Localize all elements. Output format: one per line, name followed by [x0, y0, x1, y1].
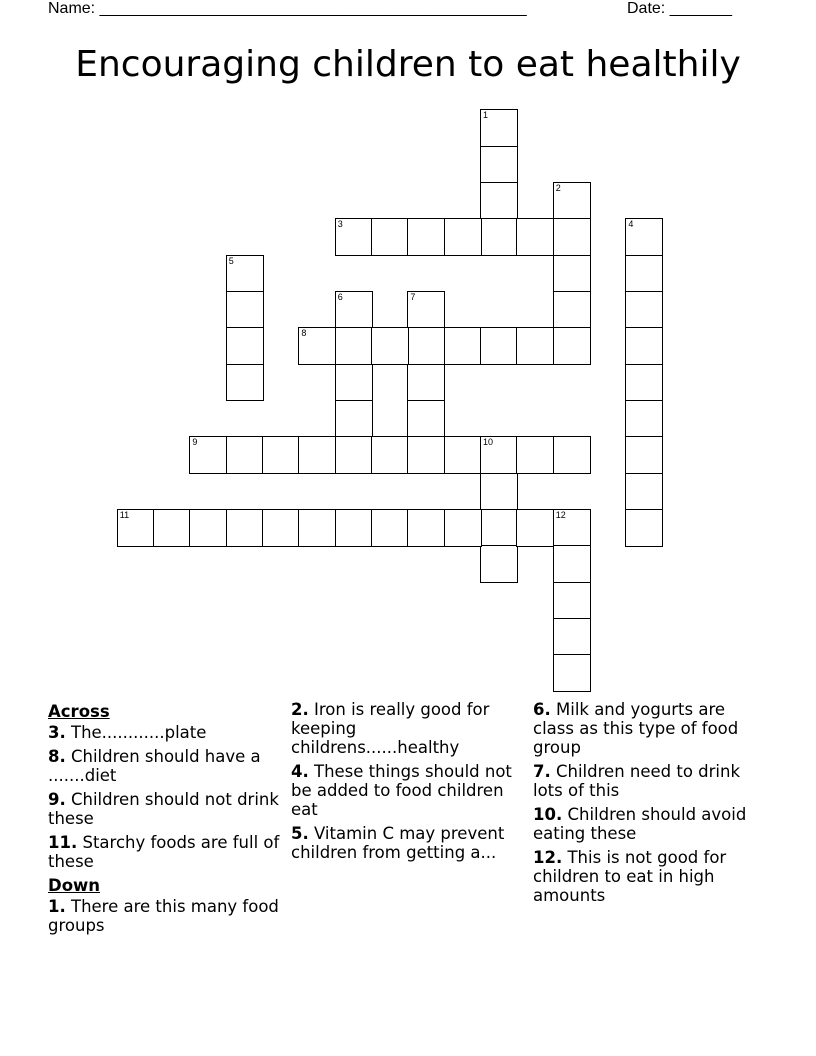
crossword-cell[interactable] — [553, 582, 591, 620]
crossword-cell[interactable] — [371, 436, 409, 474]
clue-number: 5 — [228, 255, 234, 266]
clue-item — [533, 805, 769, 843]
crossword-cell[interactable] — [480, 218, 518, 256]
clue-number: 12 — [555, 509, 566, 520]
clue-text: These things should not be added to food children eat — [291, 762, 512, 819]
crossword-cell[interactable] — [226, 364, 264, 402]
crossword-cell[interactable] — [189, 436, 227, 474]
crossword-cell[interactable] — [444, 327, 482, 365]
date-field-line: Date: _______ — [627, 0, 732, 17]
crossword-cell[interactable] — [371, 509, 409, 547]
crossword-cell[interactable] — [117, 509, 155, 547]
clue-text: Vitamin C may prevent children from getting a... — [291, 824, 505, 862]
clue-number: 2. — [291, 700, 309, 719]
crossword-cell[interactable] — [298, 436, 336, 474]
clue-item — [291, 700, 527, 757]
crossword-cell[interactable] — [335, 400, 373, 438]
crossword-cell[interactable] — [625, 473, 663, 511]
clue-number: 10. — [533, 805, 563, 824]
clue-item — [291, 762, 527, 819]
clue-number: 10 — [483, 437, 494, 448]
clue-number: 1. — [48, 897, 66, 916]
crossword-cell[interactable] — [371, 218, 409, 256]
crossword-cell[interactable] — [516, 327, 554, 365]
clue-item — [48, 833, 284, 871]
crossword-cell[interactable] — [226, 255, 264, 293]
crossword-cell[interactable] — [407, 364, 445, 402]
crossword-cell[interactable] — [407, 291, 445, 329]
clue-item — [533, 848, 769, 905]
crossword-cell[interactable] — [335, 218, 373, 256]
crossword-cell[interactable] — [444, 436, 482, 474]
clue-text: This is not good for children to eat in high amounts — [533, 848, 727, 905]
crossword-cell[interactable] — [189, 509, 227, 547]
clue-text: Children need to drink lots of this — [533, 762, 741, 800]
crossword-cell[interactable] — [407, 218, 445, 256]
crossword-cell[interactable] — [153, 509, 191, 547]
clue-item — [48, 790, 284, 828]
crossword-cell[interactable] — [516, 218, 554, 256]
crossword-cell[interactable] — [553, 545, 591, 583]
crossword-cell[interactable] — [480, 436, 518, 474]
down-heading: Down — [48, 876, 101, 895]
clue-item — [291, 824, 527, 862]
crossword-cell[interactable] — [298, 327, 336, 365]
crossword-cell[interactable] — [335, 364, 373, 402]
crossword-cell[interactable] — [553, 291, 591, 329]
clue-item — [48, 897, 284, 935]
crossword-cell[interactable] — [625, 400, 663, 438]
crossword-cell[interactable] — [625, 327, 663, 365]
crossword-cell[interactable] — [444, 509, 482, 547]
clue-number: 9. — [48, 790, 66, 809]
clue-number: 7 — [410, 291, 416, 302]
clue-number: 11. — [48, 833, 78, 852]
crossword-cell[interactable] — [625, 255, 663, 293]
crossword-cell[interactable] — [516, 436, 554, 474]
crossword-cell[interactable] — [335, 509, 373, 547]
crossword-cell[interactable] — [553, 436, 591, 474]
clue-number: 9 — [192, 437, 198, 448]
clue-number: 2 — [555, 182, 561, 193]
page-title: Encouraging children to eat healthily — [75, 44, 741, 85]
clue-number: 11 — [119, 509, 130, 520]
crossword-cell[interactable] — [516, 509, 554, 547]
across-heading: Across — [48, 702, 110, 721]
crossword-cell[interactable] — [226, 436, 264, 474]
crossword-cell[interactable] — [371, 327, 409, 365]
crossword-cell[interactable] — [335, 436, 373, 474]
clue-item — [48, 723, 284, 742]
clues-column-3 — [533, 700, 769, 910]
clue-number: 8. — [48, 747, 66, 766]
clue-number: 6 — [337, 291, 343, 302]
crossword-cell[interactable] — [480, 109, 518, 147]
crossword-cell[interactable] — [444, 218, 482, 256]
crossword-cell[interactable] — [262, 436, 300, 474]
crossword-cell[interactable] — [553, 618, 591, 656]
crossword-cell[interactable] — [625, 436, 663, 474]
crossword-cell[interactable] — [226, 327, 264, 365]
crossword-cell[interactable] — [335, 291, 373, 329]
crossword-cell[interactable] — [298, 509, 336, 547]
clue-number: 3 — [337, 219, 343, 230]
crossword-cell[interactable] — [407, 327, 445, 365]
crossword-cell[interactable] — [226, 509, 264, 547]
crossword-cell[interactable] — [553, 327, 591, 365]
clues-column-2 — [291, 700, 527, 867]
clues-column-1 — [48, 700, 284, 940]
crossword-cell[interactable] — [480, 146, 518, 184]
crossword-cell[interactable] — [625, 509, 663, 547]
clue-number: 3. — [48, 723, 66, 742]
crossword-cell[interactable] — [480, 545, 518, 583]
crossword-cell[interactable] — [226, 291, 264, 329]
crossword-cell[interactable] — [553, 182, 591, 220]
clue-number: 5. — [291, 824, 309, 843]
crossword-cell[interactable] — [553, 654, 591, 692]
crossword-cell[interactable] — [480, 509, 518, 547]
crossword-cell[interactable] — [625, 218, 663, 256]
clue-text: Milk and yogurts are class as this type of food group — [533, 700, 739, 757]
crossword-cell[interactable] — [480, 473, 518, 511]
clue-item — [48, 747, 284, 785]
clue-number: 6. — [533, 700, 551, 719]
clue-text: Iron is really good for keeping childrens......healthy — [291, 700, 490, 757]
clue-item — [533, 700, 769, 757]
clue-number: 4. — [291, 762, 309, 781]
clue-number: 7. — [533, 762, 551, 781]
clue-text: Starchy foods are full of these — [48, 833, 280, 871]
crossword-cell[interactable] — [553, 509, 591, 547]
clue-number: 12. — [533, 848, 563, 867]
clue-text: There are this many food groups — [48, 897, 279, 935]
clue-text: Children should avoid eating these — [533, 805, 747, 843]
crossword-cell[interactable] — [625, 364, 663, 402]
crossword-cell[interactable] — [625, 291, 663, 329]
crossword-cell[interactable] — [480, 182, 518, 220]
clue-text: Children should have a .......diet — [48, 747, 261, 785]
crossword-cell[interactable] — [480, 327, 518, 365]
crossword-cell[interactable] — [407, 509, 445, 547]
name-field-line: Name: ________________________________________________ — [48, 0, 527, 17]
crossword-cell[interactable] — [335, 327, 373, 365]
clue-item — [533, 762, 769, 800]
clue-text: Children should not drink these — [48, 790, 279, 828]
crossword-cell[interactable] — [407, 436, 445, 474]
crossword-cell[interactable] — [553, 218, 591, 256]
clue-number: 1 — [483, 110, 489, 121]
crossword-cell[interactable] — [553, 255, 591, 293]
crossword-cell[interactable] — [262, 509, 300, 547]
clue-number: 8 — [301, 328, 307, 339]
clue-number: 4 — [628, 219, 634, 230]
crossword-cell[interactable] — [407, 400, 445, 438]
clue-text: The............plate — [65, 723, 207, 742]
